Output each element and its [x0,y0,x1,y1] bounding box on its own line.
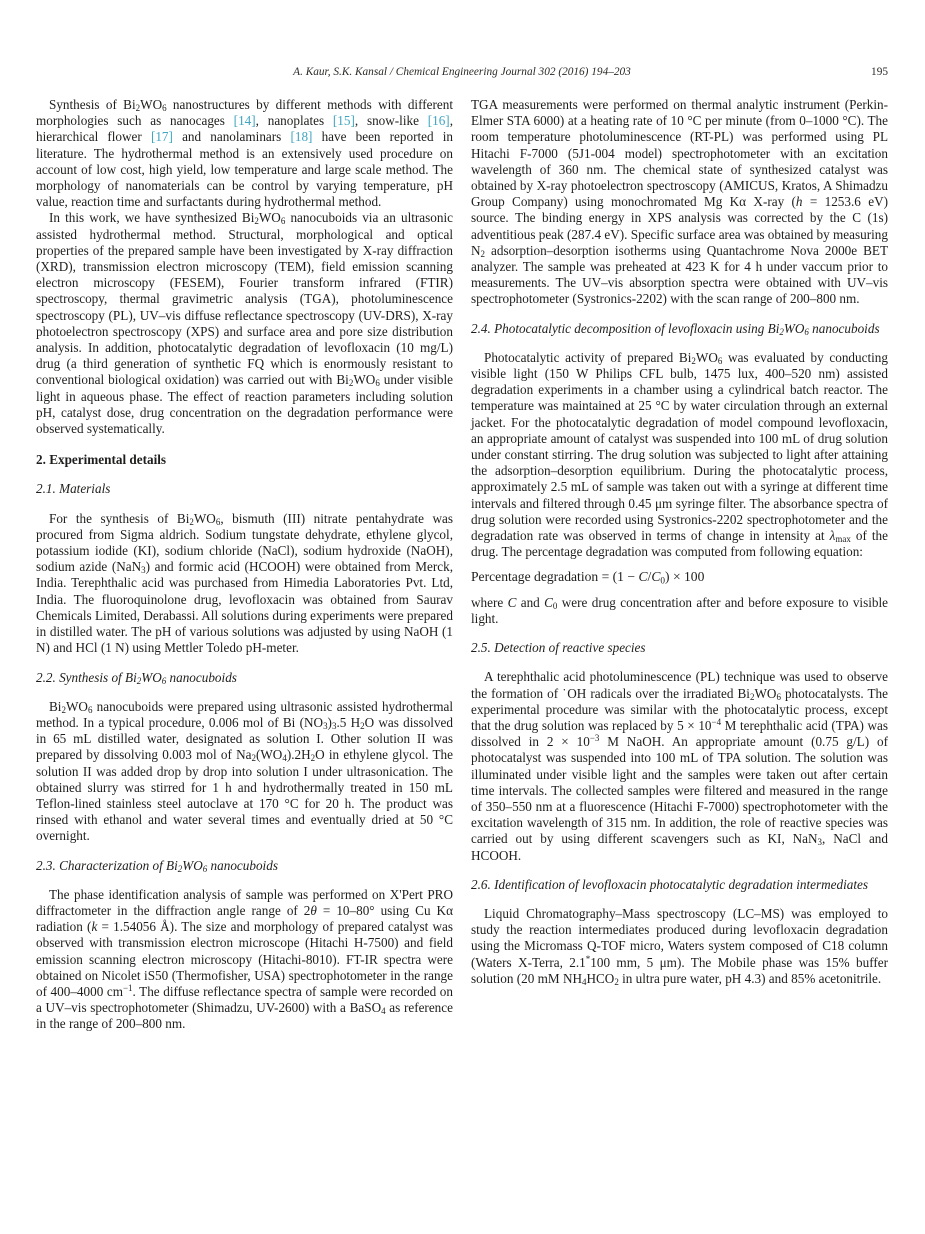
subsection-heading-synthesis: 2.2. Synthesis of $Bi_2WO_6$ nanocuboids [36,669,237,686]
paragraph-intro-synthesis: Synthesis of $Bi_2WO_6$ nanostructures by different methods with different morphologies such as nanocages [14], nanoplates [15], snow-like [16], hierarchical flower [17] and nanolaminars [18] have been reported in literature. The hydrothermal method is an extensively used procedure on account of low cost, high yield, low temperature and large scale method. The morphology of nanomaterials can be control by varying temperature, pH value, reaction time and surfactants during hydrothermal method. [36,97,453,210]
left-column [36,97,453,1033]
citation-link-17[interactable]: [17] [150,129,173,145]
two-column-body [36,97,888,1033]
citation-link-18[interactable]: [18] [290,129,313,145]
paragraph-tga-instruments: TGA measurements were performed on thermal analytic instrument (Perkin-Elmer STA 6000) at a heating rate of 10 °C per minute (from 0–1000 °C). The room temperature photoluminescence (RT-PL) was performed using PL Hitachi F-7000 (5J1-004 model) spectrophotometer with an excitation wavelength of 360 nm. The chemical state of synthesized catalyst was obtained by X-ray photoelectron spectroscopy (AMICUS, Kratos, A Shimadzu Group Company) using monochromated Mg Kα X-ray (h = 1253.6 eV) source. The binding energy in XPS analysis was corrected by the C (1s) adventitious peak (287.4 eV). Specific surface area was obtained by measuring $N_2$ adsorption–desorption isotherms using Quantachrome Nova 2000e BET analyzer. The sample was preheated at 423 K for 4 h under vaccum prior to measurements. The UV–vis absorption spectra were obtained with UV–vis spectrophotometer (Systronics-2202) with the scan range of 200–800 nm. [471,97,888,307]
citation-link-14[interactable]: [14] [233,113,256,129]
running-head-text: A. Kaur, S.K. Kansal / Chemical Engineering Journal 302 (2016) 194–203 [293,66,631,78]
subsection-heading-degradation-intermediates: 2.6. Identification of levofloxacin photocatalytic degradation intermediates [471,876,869,892]
paragraph-lcms: Liquid Chromatography–Mass spectroscopy (LC–MS) was employed to study the reaction intermediates produced during levofloxacin degradation using the Micromass Q-TOF micro, Waters system composed of C18 column (Waters X-Terra, 2.1*100 mm, 5 μm). The Mobile phase was 15% buffer solution (20 mM $NH_4HCO_2$ in ultra pure water, pH 4.3) and 85% acetonitrile. [471,905,889,987]
paragraph-materials: For the synthesis of $Bi_2WO_6$, bismuth (III) nitrate pentahydrate was procured from Sigma aldrich. Sodium tungstate dehydrate, ethylene glycol, potassium iodide (KI), sodium chloride (NaCl), sodium hydroxide (NaOH), sodium azide (NaN$_3$) and formic acid (HCOOH) were obtained from Merck, India. Terephthalic acid was purchased from Himedia Laboratories Pvt. Ltd, India. The fluoroquinolone drug, levofloxacin was obtained from Saurav Chemicals Limited, Derabassi. All solutions during experiments were prepared in distilled water. The pH of various solutions was adjusted by using NaOH (1 N) and HCl (1 N) using Mettler Toledo pH-meter. [36,510,454,656]
citation-link-15[interactable]: [15] [332,113,355,129]
page-number: 195 [871,66,888,78]
citation-link-16[interactable]: [16] [427,113,450,129]
paragraph-reactive-species: A terephthalic acid photoluminescence (PL) technique was used to observe the formation of ˙OH radicals over the irradiated $Bi_2WO_6$ photocatalysts. The experimental procedure was similar with the photocatalytic process, except that the drug solution was replaced by $5 \times 10^{-4}$ M terephthalic acid (TPA) was dissolved in $2 \times 10^{-3}$ M NaOH. An appropriate amount (0.75 g/L) of photocatalyst was suspended into 100 mL of TPA solution. The solution was illuminated under visible light and the samples were taken out after certain time intervals. The collected samples were filtered and measured in the range of 350–550 nm at a fluorescence (Hitachi F-7000) spectrophotometer with the excitation wavelength of 315 nm. In addition, the role of reactive species was carried out by using different scavengers such as KI, NaN$_3$, NaCl and HCOOH. [471,669,888,863]
paragraph-this-work: In this work, we have synthesized $Bi_2WO_6$ nanocuboids via an ultrasonic assisted hydrothermal method. Structural, morphological and optical properties of the prepared sample have been investigated by X-ray diffraction (XRD), transmission electron microscopy (TEM), field emission scanning electron microscopy (FESEM), Fourier transform infrared (FTIR) spectroscopy, thermal gravimetric analysis (TGA), photoluminescence spectroscopy (PL), UV–vis diffuse reflectance spectroscopy (UV-DRS), X-ray photoelectron spectroscopy (XPS) and surface area and pore size distribution analysis. In addition, photocatalytic degradation of levofloxacin (10 mg/L) drug (a third generation of synthetic FQ which is enormously resistant to conventional biological oxidation) was carried out with $Bi_2WO_6$ under visible light in aqueous phase. The effect of reaction parameters including solution pH, catalyst dose, drug concentration on the degradation performance were observed systematically. [36,210,453,437]
paragraph-photocatalytic-activity: Photocatalytic activity of prepared $Bi_2WO_6$ was evaluated by conducting visible light (150 W Philips CFL bulb, 1475 lux, 400–520 nm) assisted degradation experiments in a chamber using a cylindrical batch reactor. The temperature was maintained at 25 °C by water circulation through an external jacket. For the photocatalytic degradation of model compound levofloxacin, an appropriate amount of catalyst was suspended into 100 mL of drug solution under constant stirring. The drug solution was subjected to light after attaining the adsorption–desorption equilibrium. During the photocatalytic process, approximately 2.5 mL of sample was taken out with a syringe at different time intervals and filtered through 0.45 μm syringe filter. The absorbance spectra of drug solution were recorded using Systronics-2202 spectrophotometer and the degradation rate was observed in terms of change in intensity at $\lambda_{max}$ of the drug. The percentage degradation was computed from following equation: [471,349,888,560]
paragraph-where-definition: where C and $C_0$ were drug concentration after and before exposure to visible light. [471,594,889,626]
paragraph-characterization: The phase identification analysis of sample was performed on X'Pert PRO diffractometer in the diffraction angle range of 2θ = 10–80° using Cu Kα radiation (k = 1.54056 Å). The size and morphology of prepared catalyst was observed with transmission electron microscope (Hitachi H-7500) and field emission scanning electron microscopy (Hitachi-8010). FT-IR spectra were obtained on Nicolet iS50 (Thermofisher, USA) spectrophotometer in the range of 400–4000 $cm^{-1}$. The diffuse reflectance spectra of sample were recorded on a UV–vis spectrophotometer (Shimadzu, UV-2600) with a BaSO$_4$ as reference in the range of 200–800 nm. [36,886,453,1032]
paragraph-synthesis-procedure: $Bi_2WO_6$ nanocuboids were prepared using ultrasonic assisted hydrothermal method. In a typical procedure, 0.006 mol of Bi $(NO_3)_3.5$ $H_2O$ was dissolved in 65 mL distilled water, designated as solution I. Other solution II was prepared by dissolving 0.003 mol of $Na_2(WO_4).2H_2O$ in ethylene glycol. The solution II was added drop by drop into solution I under ultrasonication. The obtained slurry was stirred for 1 h and hydrothermally treated in 150 mL Teflon-lined stainless steel autoclave at 170 °C for 20 h. The product was rinsed with ethanol and water several times and eventually dried at 50 °C overnight. [36,698,453,844]
running-head [36,66,888,78]
subsection-heading-materials: 2.1. Materials [36,481,111,497]
right-column [471,97,888,1033]
subsection-heading-reactive-species: 2.5. Detection of reactive species [471,640,646,656]
equation-percentage-degradation: Percentage degradation = $(1 - C/C_0) \times 100$ [471,569,705,586]
subsection-heading-characterization: 2.3. Characterization of $Bi_2WO_6$ nanocuboids [36,857,278,874]
subsection-heading-photocatalytic-decomposition: 2.4. Photocatalytic decomposition of levofloxacin using $Bi_2WO_6$ nanocuboids [471,320,880,337]
section-heading-experimental-details: 2. Experimental details [36,452,167,468]
